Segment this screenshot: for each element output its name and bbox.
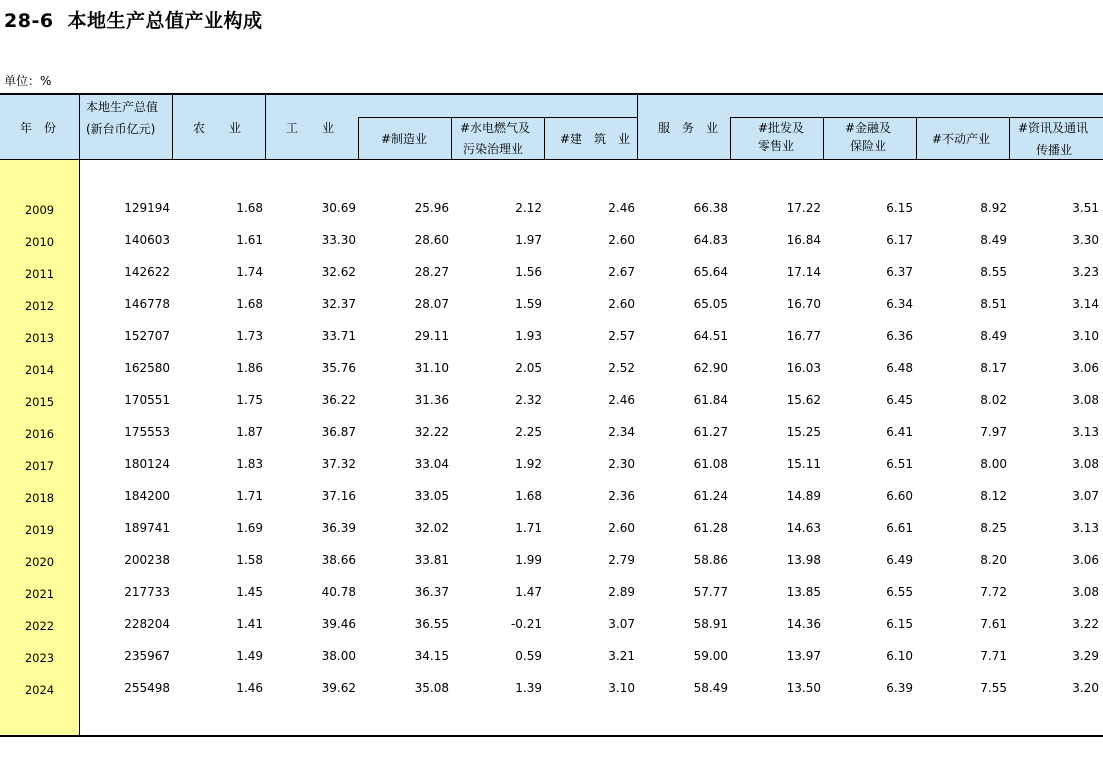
cell-fin: 6.17 bbox=[886, 233, 913, 247]
cell-ind: 36.39 bbox=[321, 521, 356, 535]
cell-ict: 3.22 bbox=[1072, 617, 1099, 631]
year-cell: 2014 bbox=[24, 363, 55, 377]
cell-agri: 1.69 bbox=[236, 521, 263, 535]
cell-ict: 3.06 bbox=[1072, 553, 1099, 567]
cell-re: 8.25 bbox=[980, 521, 1007, 535]
divider bbox=[79, 95, 80, 160]
cell-agri: 1.41 bbox=[236, 617, 263, 631]
cell-fin: 6.15 bbox=[886, 201, 913, 215]
cell-util: 1.99 bbox=[515, 553, 542, 567]
year-cell: 2011 bbox=[24, 267, 55, 281]
cell-whol: 15.62 bbox=[786, 393, 821, 407]
cell-ind: 35.76 bbox=[321, 361, 356, 375]
cell-re: 7.97 bbox=[980, 425, 1007, 439]
cell-util: 1.92 bbox=[515, 457, 542, 471]
header-ict-line2: 传播业 bbox=[1036, 143, 1073, 157]
header-manufacturing: #制造业 bbox=[381, 132, 428, 146]
cell-ict: 3.29 bbox=[1072, 649, 1099, 663]
cell-cons: 3.21 bbox=[608, 649, 635, 663]
cell-ict: 3.23 bbox=[1072, 265, 1099, 279]
cell-whol: 17.14 bbox=[786, 265, 821, 279]
table-row bbox=[0, 512, 1103, 544]
cell-ind: 37.16 bbox=[321, 489, 356, 503]
table-row bbox=[0, 192, 1103, 224]
cell-gdp: 175553 bbox=[124, 425, 170, 439]
cell-cons: 2.89 bbox=[608, 585, 635, 599]
cell-serv: 61.84 bbox=[693, 393, 728, 407]
cell-gdp: 180124 bbox=[124, 457, 170, 471]
cell-re: 7.72 bbox=[980, 585, 1007, 599]
cell-gdp: 142622 bbox=[124, 265, 170, 279]
cell-cons: 2.60 bbox=[608, 297, 635, 311]
header-construction: #建 筑 业 bbox=[560, 132, 631, 146]
cell-ict: 3.10 bbox=[1072, 329, 1099, 343]
year-cell: 2017 bbox=[24, 459, 55, 473]
cell-ict: 3.07 bbox=[1072, 489, 1099, 503]
cell-whol: 16.84 bbox=[786, 233, 821, 247]
table-body bbox=[0, 192, 1103, 704]
divider bbox=[358, 117, 359, 160]
cell-ind: 32.37 bbox=[321, 297, 356, 311]
cell-gdp: 184200 bbox=[124, 489, 170, 503]
table-row bbox=[0, 608, 1103, 640]
cell-whol: 14.63 bbox=[786, 521, 821, 535]
cell-fin: 6.51 bbox=[886, 457, 913, 471]
cell-serv: 64.51 bbox=[693, 329, 728, 343]
cell-cons: 2.60 bbox=[608, 233, 635, 247]
cell-agri: 1.73 bbox=[236, 329, 263, 343]
cell-mfg: 29.11 bbox=[414, 329, 449, 343]
cell-fin: 6.39 bbox=[886, 681, 913, 695]
cell-re: 8.12 bbox=[980, 489, 1007, 503]
cell-ind: 37.32 bbox=[321, 457, 356, 471]
cell-agri: 1.49 bbox=[236, 649, 263, 663]
cell-gdp: 228204 bbox=[124, 617, 170, 631]
cell-ict: 3.08 bbox=[1072, 457, 1099, 471]
header-agriculture: 农 业 bbox=[193, 121, 242, 135]
cell-mfg: 33.81 bbox=[414, 553, 449, 567]
cell-util: 1.68 bbox=[515, 489, 542, 503]
cell-re: 8.49 bbox=[980, 233, 1007, 247]
subheader-line bbox=[358, 117, 637, 118]
cell-agri: 1.58 bbox=[236, 553, 263, 567]
table-row bbox=[0, 576, 1103, 608]
cell-whol: 15.11 bbox=[786, 457, 821, 471]
cell-mfg: 36.37 bbox=[414, 585, 449, 599]
year-cell: 2009 bbox=[24, 203, 55, 217]
cell-mfg: 33.05 bbox=[414, 489, 449, 503]
cell-ind: 33.71 bbox=[321, 329, 356, 343]
cell-cons: 2.30 bbox=[608, 457, 635, 471]
cell-whol: 13.98 bbox=[786, 553, 821, 567]
cell-serv: 58.49 bbox=[693, 681, 728, 695]
divider bbox=[172, 95, 173, 160]
cell-util: 1.56 bbox=[515, 265, 542, 279]
cell-ict: 3.13 bbox=[1072, 521, 1099, 535]
cell-ict: 3.08 bbox=[1072, 393, 1099, 407]
header-ict-line1: #资讯及通讯 bbox=[1018, 121, 1089, 135]
cell-ict: 3.08 bbox=[1072, 585, 1099, 599]
cell-util: 2.12 bbox=[515, 201, 542, 215]
cell-util: -0.21 bbox=[510, 617, 542, 631]
header-year: 年 份 bbox=[20, 121, 57, 135]
unit-label: 单位：% bbox=[4, 74, 52, 88]
header-industry: 工 业 bbox=[286, 121, 335, 135]
page-title bbox=[4, 6, 263, 33]
cell-util: 2.32 bbox=[515, 393, 542, 407]
divider bbox=[916, 117, 917, 160]
cell-mfg: 34.15 bbox=[414, 649, 449, 663]
divider bbox=[544, 117, 545, 160]
cell-gdp: 152707 bbox=[124, 329, 170, 343]
cell-whol: 13.97 bbox=[786, 649, 821, 663]
cell-whol: 17.22 bbox=[786, 201, 821, 215]
table-row bbox=[0, 288, 1103, 320]
cell-re: 8.20 bbox=[980, 553, 1007, 567]
cell-util: 1.59 bbox=[515, 297, 542, 311]
cell-util: 2.25 bbox=[515, 425, 542, 439]
cell-re: 7.61 bbox=[980, 617, 1007, 631]
cell-agri: 1.87 bbox=[236, 425, 263, 439]
header-finance-line1: #金融及 bbox=[845, 121, 892, 135]
cell-agri: 1.71 bbox=[236, 489, 263, 503]
table-row bbox=[0, 480, 1103, 512]
cell-agri: 1.74 bbox=[236, 265, 263, 279]
cell-fin: 6.55 bbox=[886, 585, 913, 599]
table-row bbox=[0, 416, 1103, 448]
divider bbox=[637, 95, 638, 160]
cell-fin: 6.48 bbox=[886, 361, 913, 375]
cell-mfg: 32.02 bbox=[414, 521, 449, 535]
cell-agri: 1.46 bbox=[236, 681, 263, 695]
year-cell: 2023 bbox=[24, 651, 55, 665]
cell-serv: 61.28 bbox=[693, 521, 728, 535]
year-cell: 2019 bbox=[24, 523, 55, 537]
cell-ict: 3.06 bbox=[1072, 361, 1099, 375]
cell-fin: 6.36 bbox=[886, 329, 913, 343]
cell-cons: 3.10 bbox=[608, 681, 635, 695]
cell-whol: 15.25 bbox=[786, 425, 821, 439]
cell-ind: 39.46 bbox=[321, 617, 356, 631]
cell-serv: 65.64 bbox=[693, 265, 728, 279]
cell-cons: 2.79 bbox=[608, 553, 635, 567]
cell-gdp: 217733 bbox=[124, 585, 170, 599]
cell-mfg: 28.60 bbox=[414, 233, 449, 247]
cell-serv: 59.00 bbox=[693, 649, 728, 663]
year-cell: 2012 bbox=[24, 299, 55, 313]
cell-ict: 3.20 bbox=[1072, 681, 1099, 695]
header-realestate: #不动产业 bbox=[932, 132, 991, 146]
cell-cons: 2.46 bbox=[608, 201, 635, 215]
cell-util: 1.47 bbox=[515, 585, 542, 599]
cell-fin: 6.41 bbox=[886, 425, 913, 439]
cell-serv: 57.77 bbox=[693, 585, 728, 599]
cell-gdp: 140603 bbox=[124, 233, 170, 247]
cell-cons: 2.36 bbox=[608, 489, 635, 503]
cell-serv: 64.83 bbox=[693, 233, 728, 247]
cell-fin: 6.45 bbox=[886, 393, 913, 407]
cell-serv: 62.90 bbox=[693, 361, 728, 375]
cell-re: 7.71 bbox=[980, 649, 1007, 663]
cell-re: 8.00 bbox=[980, 457, 1007, 471]
cell-ind: 40.78 bbox=[321, 585, 356, 599]
cell-mfg: 35.08 bbox=[414, 681, 449, 695]
divider bbox=[730, 117, 731, 160]
divider bbox=[265, 95, 266, 160]
table-bottom-border bbox=[0, 735, 1103, 737]
cell-gdp: 129194 bbox=[124, 201, 170, 215]
year-cell: 2013 bbox=[24, 331, 55, 345]
cell-mfg: 28.27 bbox=[414, 265, 449, 279]
table-title: 本地生产总值产业构成 bbox=[67, 10, 263, 32]
cell-mfg: 33.04 bbox=[414, 457, 449, 471]
header-wholesale-line2: 零售业 bbox=[758, 139, 795, 153]
cell-agri: 1.83 bbox=[236, 457, 263, 471]
cell-cons: 2.34 bbox=[608, 425, 635, 439]
header-utilities-line1: #水电燃气及 bbox=[460, 121, 531, 135]
year-cell: 2022 bbox=[24, 619, 55, 633]
cell-ind: 33.30 bbox=[321, 233, 356, 247]
cell-agri: 1.75 bbox=[236, 393, 263, 407]
header-finance-line2: 保险业 bbox=[850, 139, 887, 153]
cell-ict: 3.30 bbox=[1072, 233, 1099, 247]
header-utilities-line2: 污染治理业 bbox=[463, 142, 524, 156]
cell-gdp: 146778 bbox=[124, 297, 170, 311]
cell-fin: 6.34 bbox=[886, 297, 913, 311]
cell-gdp: 255498 bbox=[124, 681, 170, 695]
cell-ind: 38.00 bbox=[321, 649, 356, 663]
cell-ict: 3.14 bbox=[1072, 297, 1099, 311]
cell-serv: 61.08 bbox=[693, 457, 728, 471]
cell-gdp: 162580 bbox=[124, 361, 170, 375]
cell-agri: 1.86 bbox=[236, 361, 263, 375]
cell-util: 1.93 bbox=[515, 329, 542, 343]
cell-gdp: 200238 bbox=[124, 553, 170, 567]
cell-gdp: 235967 bbox=[124, 649, 170, 663]
cell-re: 8.49 bbox=[980, 329, 1007, 343]
cell-fin: 6.49 bbox=[886, 553, 913, 567]
table-row bbox=[0, 672, 1103, 704]
cell-fin: 6.60 bbox=[886, 489, 913, 503]
cell-whol: 13.50 bbox=[786, 681, 821, 695]
cell-util: 1.97 bbox=[515, 233, 542, 247]
cell-ict: 3.51 bbox=[1072, 201, 1099, 215]
year-cell: 2016 bbox=[24, 427, 55, 441]
table-row bbox=[0, 352, 1103, 384]
table-row bbox=[0, 448, 1103, 480]
cell-util: 1.71 bbox=[515, 521, 542, 535]
cell-ind: 39.62 bbox=[321, 681, 356, 695]
cell-mfg: 36.55 bbox=[414, 617, 449, 631]
cell-ind: 36.87 bbox=[321, 425, 356, 439]
cell-fin: 6.15 bbox=[886, 617, 913, 631]
cell-re: 8.55 bbox=[980, 265, 1007, 279]
table-row bbox=[0, 384, 1103, 416]
table-row bbox=[0, 256, 1103, 288]
divider bbox=[451, 117, 452, 160]
cell-re: 8.02 bbox=[980, 393, 1007, 407]
cell-re: 8.92 bbox=[980, 201, 1007, 215]
cell-agri: 1.61 bbox=[236, 233, 263, 247]
cell-serv: 58.91 bbox=[693, 617, 728, 631]
year-cell: 2021 bbox=[24, 587, 55, 601]
cell-re: 8.17 bbox=[980, 361, 1007, 375]
cell-serv: 58.86 bbox=[693, 553, 728, 567]
cell-ict: 3.13 bbox=[1072, 425, 1099, 439]
table-row bbox=[0, 640, 1103, 672]
cell-gdp: 170551 bbox=[124, 393, 170, 407]
year-cell: 2015 bbox=[24, 395, 55, 409]
cell-mfg: 31.10 bbox=[414, 361, 449, 375]
header-gdp-line1: 本地生产总值 bbox=[86, 100, 159, 114]
cell-whol: 16.77 bbox=[786, 329, 821, 343]
cell-re: 8.51 bbox=[980, 297, 1007, 311]
year-cell: 2018 bbox=[24, 491, 55, 505]
cell-cons: 2.60 bbox=[608, 521, 635, 535]
cell-ind: 36.22 bbox=[321, 393, 356, 407]
cell-whol: 13.85 bbox=[786, 585, 821, 599]
divider bbox=[823, 117, 824, 160]
cell-ind: 30.69 bbox=[321, 201, 356, 215]
cell-whol: 14.89 bbox=[786, 489, 821, 503]
cell-cons: 2.57 bbox=[608, 329, 635, 343]
cell-agri: 1.68 bbox=[236, 201, 263, 215]
cell-fin: 6.10 bbox=[886, 649, 913, 663]
cell-whol: 14.36 bbox=[786, 617, 821, 631]
cell-util: 0.59 bbox=[515, 649, 542, 663]
cell-mfg: 28.07 bbox=[414, 297, 449, 311]
cell-cons: 3.07 bbox=[608, 617, 635, 631]
cell-util: 2.05 bbox=[515, 361, 542, 375]
header-gdp-line2: (新台币亿元) bbox=[86, 122, 156, 136]
cell-cons: 2.46 bbox=[608, 393, 635, 407]
cell-fin: 6.37 bbox=[886, 265, 913, 279]
cell-mfg: 25.96 bbox=[414, 201, 449, 215]
table-row bbox=[0, 224, 1103, 256]
cell-whol: 16.70 bbox=[786, 297, 821, 311]
cell-serv: 61.27 bbox=[693, 425, 728, 439]
cell-cons: 2.52 bbox=[608, 361, 635, 375]
header-wholesale-line1: #批发及 bbox=[758, 121, 805, 135]
cell-ind: 38.66 bbox=[321, 553, 356, 567]
table-row bbox=[0, 544, 1103, 576]
cell-util: 1.39 bbox=[515, 681, 542, 695]
cell-serv: 66.38 bbox=[693, 201, 728, 215]
cell-fin: 6.61 bbox=[886, 521, 913, 535]
cell-cons: 2.67 bbox=[608, 265, 635, 279]
table-number: 28-6 bbox=[4, 10, 54, 32]
cell-gdp: 189741 bbox=[124, 521, 170, 535]
cell-ind: 32.62 bbox=[321, 265, 356, 279]
cell-serv: 61.24 bbox=[693, 489, 728, 503]
divider bbox=[1009, 117, 1010, 160]
table-row bbox=[0, 320, 1103, 352]
cell-mfg: 31.36 bbox=[414, 393, 449, 407]
header-services: 服 务 业 bbox=[658, 121, 719, 135]
year-cell: 2024 bbox=[24, 683, 55, 697]
table-header bbox=[0, 93, 1103, 160]
cell-agri: 1.45 bbox=[236, 585, 263, 599]
subheader-line bbox=[730, 117, 1103, 118]
cell-re: 7.55 bbox=[980, 681, 1007, 695]
year-cell: 2020 bbox=[24, 555, 55, 569]
cell-agri: 1.68 bbox=[236, 297, 263, 311]
cell-serv: 65.05 bbox=[693, 297, 728, 311]
cell-whol: 16.03 bbox=[786, 361, 821, 375]
year-cell: 2010 bbox=[24, 235, 55, 249]
cell-mfg: 32.22 bbox=[414, 425, 449, 439]
